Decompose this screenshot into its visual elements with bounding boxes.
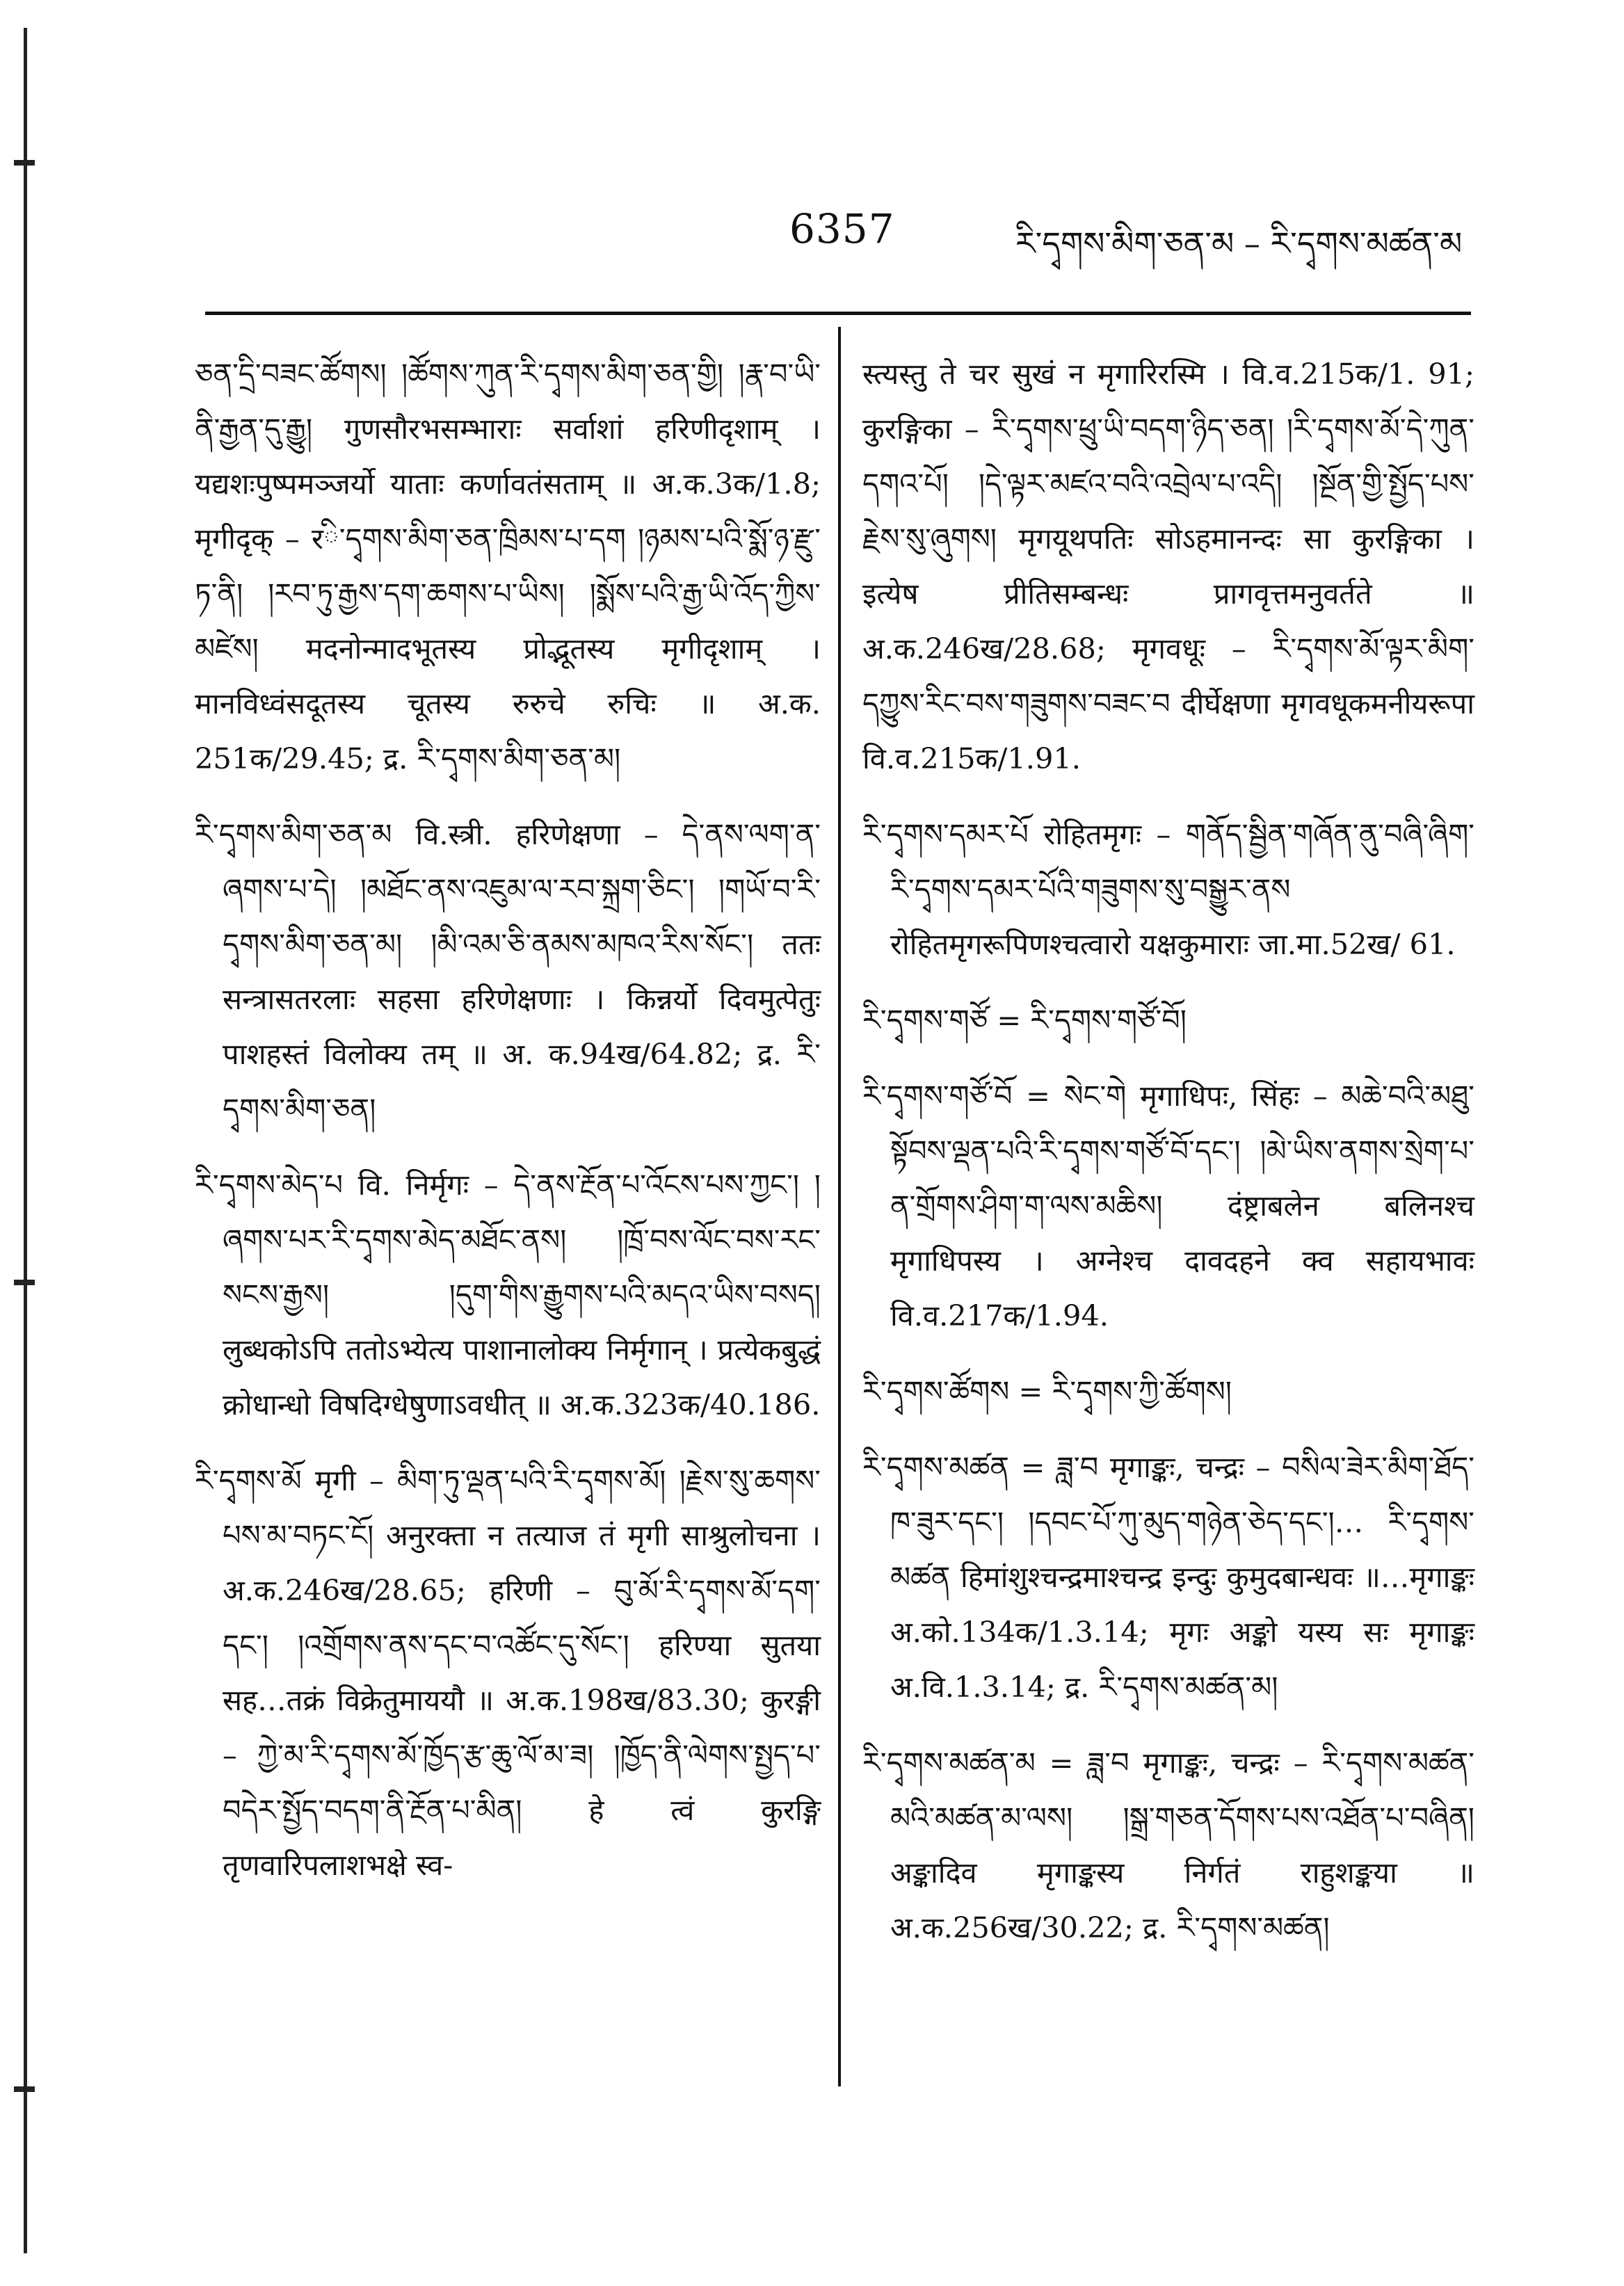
entry: རི་དྭགས་མིག་ཅན་མ वि.स्त्री. हरिणेक्षणा – དེ་ནས་ལག་ན་ཞགས་པ་དེ། །མཐོང་ནས་འཇུམ་ལ་རབ་སྐྲག་ཅིང་། །གཡོ་བ་རི་དྭགས་མིག་ཅན་མ། །མི་འམ་ཅི་ནམས་མཁའ་རིས་སོང་། ततः सन्त्रासतरलाः सहसा हरिणेक्षणाः । किन्नर्यो दिवमुत्पेतुः पाशहस्तं विलोक्य तम् ॥ अ. क.94ख/64.82; द्र. རི་དྭགས་མིག་ཅན། [195, 817, 821, 1126]
entry-continued: स्त्यस्तु ते चर सुखं न मृगारिरस्मि । वि.व.215क/1. 91; कुरङ्गिका – རི་དྭགས་ཕྲུ་ཡི་བདག་ཉིད་ཅན། །རི་དྭགས་མོ་དེ་ཀུན་དགའ་པོ། །དེ་ལྟར་མཛའ་བའི་འབྲེལ་པ་འདི། །སྔོན་གྱི་སྤྱོད་པས་རྗེས་སུ་ཞུགས། मृगयूथपतिः सोऽहमानन्दः सा कुरङ्गिका । इत्येष प्रीतिसम्बन्धः प्रागवृत्तमनुवर्तते ॥ अ.क.246ख/28.68; मृगवधूः – རི་དྭགས་མོ་ལྟར་མིག་དཀྱུས་རིང་བས་གཟུགས་བཟང་བ दीर्घेक्षणा मृगवधूकमनीयरूपा वि.व.215क/1.91. [862, 357, 1474, 775]
entry: རི་དྭགས་མཚན = ཟླ་བ मृगाङ्कः, चन्द्रः – བསིལ་ཟེར་མིག་ཐོད་ཁ་ཟུར་དང་། །དབང་པོ་ཀུ་མུད་གཉེན་ཅེད་དང་།… རི་དྭགས་མཚན हिमांशुश्चन्द्रमाश्चन्द्र इन्दुः कुमुदबान्धवः ॥…मृगाङ्कः अ.को.134क/1.3.14; मृगः अङ्को यस्य सः मृगाङ्कः अ.वि.1.3.14; द्र. རི་དྭགས་མཚན་མ། [862, 1450, 1474, 1704]
entry-continued: ཅན་དྲི་བཟང་ཚོགས། །ཚོགས་ཀུན་རི་དྭགས་མིག་ཅན་གྱི། །རྣ་བ་ཡི་ནི་རྒྱན་དུ་རྒྱུ། गुणसौरभसम्भाराः सर्वाशां हरिणीदृशाम् । यद्यशःपुष्पमञ्जर्यो याताः कर्णावतंसताम् ॥ अ.क.3क/1.8; मृगीदृक् – रི་དྭགས་མིག་ཅན་ཁྲིམས་པ་དག །ཉམས་པའི་སྨོ་ཉ་རྫུ་ཏ་ནི། །རབ་ཏུ་རྒྱས་དག་ཆགས་པ་ཡིས། །སྨོས་པའི་རྒྱ་ཡི་འོད་ཀྱིས་མཛེས། मदनोन्मादभूतस्य प्रोद्भूतस्य मृगीदृशाम् । मानविध्वंसदूतस्य चूतस्य रुरुचे रुचिः ॥ अ.क. 251क/29.45; द्र. རི་དྭགས་མིག་ཅན་མ། [195, 357, 821, 775]
entry: རི་དྭགས་གཙོ = རི་དྭགས་གཙོ་བོ། [862, 1003, 1187, 1037]
book-binding-edge [0, 0, 49, 2286]
entry: རི་དྭགས་དམར་པོ रोहितमृगः – གནོད་སྦྱིན་གཞོན་ནུ་བཞི་ཞིག་རི་དྭགས་དམར་པོའི་གཟུགས་སུ་བསྒྱུར་ནས रोहितमृगरूपिणश्चत्वारो यक्षकुमाराः जा.मा.52ख/ 61. [862, 817, 1474, 961]
page-number: 6357 [789, 205, 895, 252]
running-head: རི་དྭགས་མིག་ཅན་མ – རི་དྭགས་མཚན་མ [1015, 225, 1463, 262]
entry: རི་དྭགས་མེད་པ वि. निर्मृगः – དེ་ནས་རྔོན་པ་འོངས་པས་ཀྱང་། །ཞགས་པར་རི་དྭགས་མེད་མཐོང་ནས། །ཁྲོ་བས་ལོང་བས་རང་སངས་རྒྱས། །དུག་གིས་རྒྱུགས་པའི་མདའ་ཡིས་བསད། लुब्धकोऽपि ततोऽभ्येत्य पाशानालोक्य निर्मृगान् । प्रत्येकबुद्धं क्रोधान्धो विषदिग्धेषुणाऽवधीत् ॥ अ.क.323क/40.186. [195, 1168, 821, 1422]
right-column [862, 346, 1474, 1976]
binding-line [24, 28, 27, 2253]
entry: རི་དྭགས་ཚོགས = རི་དྭགས་ཀྱི་ཚོགས། [862, 1374, 1232, 1408]
entry: རི་དྭགས་མོ मृगी – མིག་ཏུ་ལྡན་པའི་རི་དྭགས་མོ། །རྗེས་སུ་ཆགས་པས་མ་བཏང་ངོ། अनुरक्ता न तत्याज तं मृगी साश्रुलोचना । अ.क.246ख/28.65; हरिणी – བུ་མོ་རི་དྭགས་མོ་དག་དང་། །འགྲོགས་ནས་དང་བ་འཚོང་དུ་སོང་། हरिण्या सुतया सह…तक्रं विक्रेतुमाययौ ॥ अ.क.198ख/83.30; कुरङ्गी – ཀྱེ་མ་རི་དྭགས་མོ་ཁྱོད་རྩ་ཆུ་ལོ་མ་ཟ། །ཁྱོད་ནི་ལེགས་སྤྱད་པ་བདེར་སྤྱོད་བདག་ནི་རྔོན་པ་མིན། हे त्वं कुरङ्गि तृणवारिपलाशभक्षे स्व- [195, 1463, 821, 1882]
header-rule [205, 312, 1471, 315]
column-divider [838, 327, 841, 2086]
binding-tick [14, 1280, 35, 1285]
entry: རི་དྭགས་གཙོ་བོ = སེང་གེ मृगाधिपः, सिंहः – མཆེ་བའི་མཐུ་སྟོབས་ལྡན་པའི་རི་དྭགས་གཙོ་བོ་དང་། །མེ་ཡིས་ནགས་སྲེག་པ་ན་གྲོགས་ཤིག་ག་ལས་མཆིས། दंष्ट्राबलेन बलिनश्च मृगाधिपस्य । अग्नेश्च दावदहने क्व सहायभावः वि.व.217क/1.94. [862, 1079, 1474, 1333]
binding-tick [14, 2086, 35, 2092]
binding-tick [14, 160, 35, 166]
entry: རི་དྭགས་མཚན་མ = ཟླ་བ मृगाङ्कः, चन्द्रः – རི་དྭགས་མཚན་མའི་མཚན་མ་ལས། །སྒྲ་གཅན་དོགས་པས་འཐོན་པ་བཞིན། अङ्कादिव मृगाङ्कस्य निर्गतं राहुशङ्कया ॥ अ.क.256ख/30.22; द्र. རི་དྭགས་མཚན། [862, 1746, 1474, 1945]
left-column [195, 346, 821, 1913]
